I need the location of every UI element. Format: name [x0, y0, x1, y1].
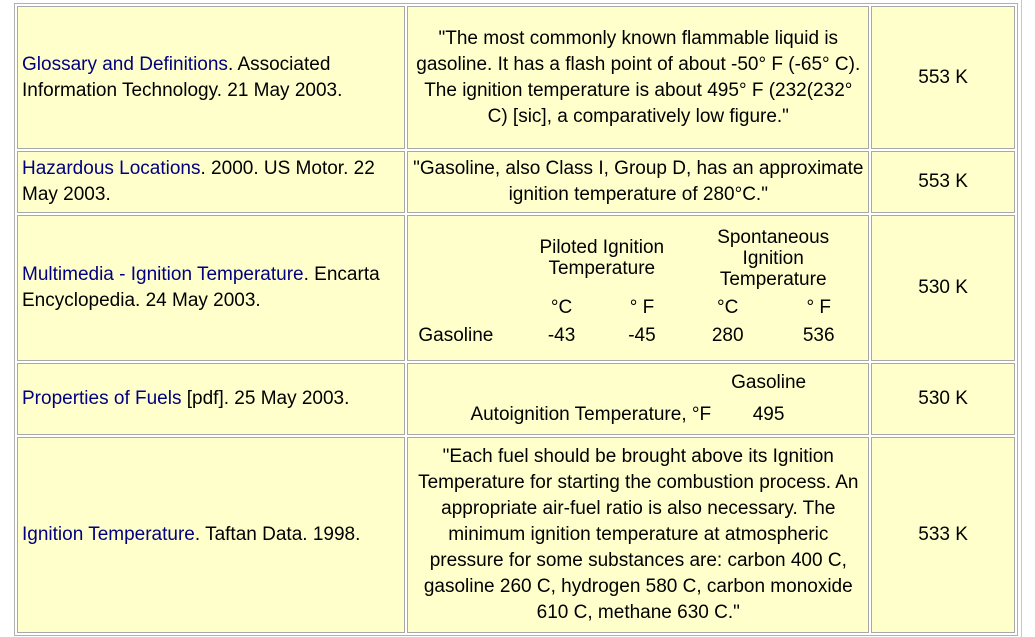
unit-label: °C	[550, 296, 573, 318]
value-cell: 495	[752, 404, 785, 425]
ignition-value: 530 K	[918, 388, 968, 409]
row-label: Autoignition Temperature, °F	[470, 404, 712, 425]
source-link-hazardous[interactable]: Hazardous Locations	[22, 158, 201, 179]
source-cell	[17, 437, 405, 633]
source-text: . 2000. US Motor. 22 May 2003.	[22, 158, 375, 205]
quote-cell	[407, 6, 869, 149]
value-cell	[871, 6, 1015, 149]
source-text: [pdf]. 25 May 2003.	[181, 388, 350, 409]
source-cell	[17, 363, 405, 435]
source-link-ignition[interactable]: Ignition Temperature	[22, 524, 195, 545]
ignition-value: 530 K	[918, 277, 968, 298]
value-cell	[871, 363, 1015, 435]
quote-cell	[407, 151, 869, 213]
row-label: Gasoline	[418, 324, 494, 346]
quote-cell	[407, 363, 869, 435]
table-row	[17, 437, 1015, 633]
table-row	[17, 6, 1015, 149]
table-row	[17, 151, 1015, 213]
autoignition-inner-table	[460, 367, 816, 431]
table-row	[17, 215, 1015, 361]
ignition-inner-table	[412, 227, 864, 350]
empty-header	[412, 227, 521, 290]
source-text: . Associated Information Technology. 21 May 2003.	[22, 53, 343, 101]
table-row	[17, 363, 1015, 435]
header-piloted: Piloted Ignition Temperature	[539, 237, 665, 279]
source-cell	[17, 6, 405, 149]
quote-text: "The most commonly known flammable liquid is gasoline. It has a flash point of about -50° F (-65° C). The ignition temperature is about 495° F (232(232° C) [sic], a comparatively low figure."	[416, 27, 861, 127]
source-cell	[17, 151, 405, 213]
references-table	[14, 3, 1018, 636]
value-cell	[871, 151, 1015, 213]
unit-label: °C	[717, 296, 739, 318]
ignition-value: 553 K	[918, 171, 968, 192]
source-link-properties[interactable]: Properties of Fuels	[22, 388, 182, 409]
value-cell: 280	[711, 324, 744, 346]
column-header: Gasoline	[731, 372, 807, 393]
ignition-value: 553 K	[918, 66, 968, 88]
unit-label: ° F	[806, 296, 831, 318]
source-cell	[17, 215, 405, 361]
source-link-multimedia[interactable]: Multimedia - Ignition Temperature	[22, 264, 304, 285]
header-spontaneous: Spontaneous Ignition Temperature	[717, 226, 830, 290]
quote-text: "Each fuel should be brought above its Ignition Temperature for starting the combustion process. An appropriate air-fuel ratio is also necessary. The minimum ignition temperature at atmospheric pressure for some substances are: carbon 400 C, gasoline 260 C, hydrogen 580 C, carbon monoxide 610 C, methane 630 C."	[418, 446, 859, 623]
source-link-glossary[interactable]: Glossary and Definitions	[22, 53, 228, 75]
quote-text: "Gasoline, also Class I, Group D, has an approximate ignition temperature of 280°C."	[413, 158, 864, 205]
value-cell	[871, 215, 1015, 361]
quote-cell	[407, 215, 869, 361]
ignition-value: 533 K	[918, 524, 968, 545]
source-text: . Encarta Encyclopedia. 24 May 2003.	[22, 264, 380, 311]
source-text: . Taftan Data. 1998.	[194, 524, 361, 545]
value-cell: -43	[547, 324, 576, 346]
quote-cell	[407, 437, 869, 633]
value-cell: -45	[628, 324, 656, 346]
value-cell	[871, 437, 1015, 633]
value-cell: 536	[802, 324, 835, 346]
unit-label: ° F	[629, 296, 655, 318]
